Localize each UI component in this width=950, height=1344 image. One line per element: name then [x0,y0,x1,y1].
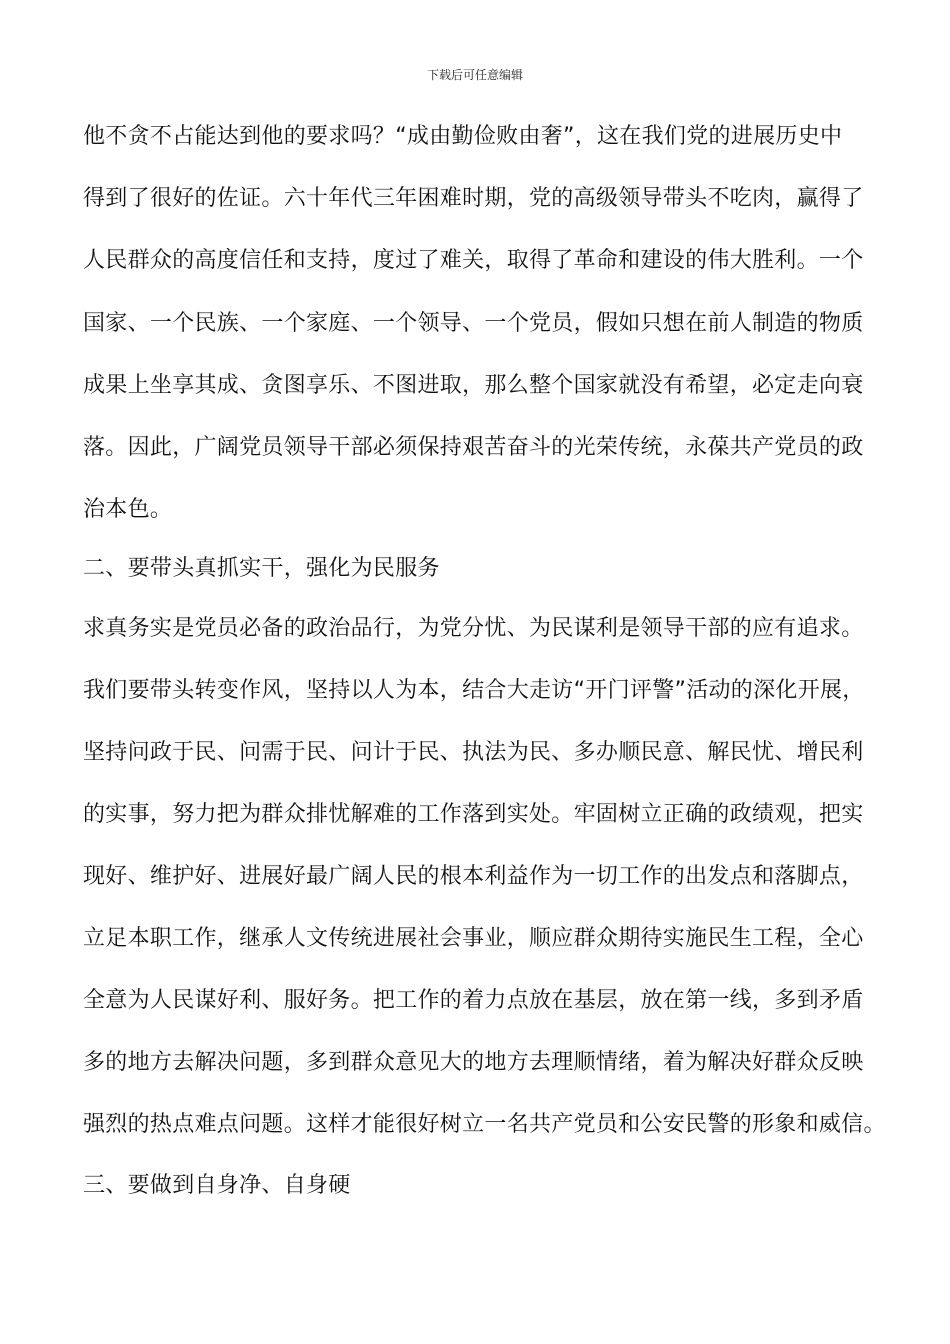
text-line: 人民群众的高度信任和支持，度过了难关，取得了革命和建设的伟大胜利。一个 [83,248,864,273]
text-line: 现好、维护好、进展好最广阔人民的根本利益作为一切工作的出发点和落脚点， [83,864,864,889]
text-line: 我们要带头转变作风，坚持以人为本，结合大走访“开门评警”活动的深化开展， [83,678,865,703]
section-heading: 二、要带头真抓实干，强化为民服务 [83,556,440,581]
page-header: 下载后可任意编辑 [426,68,523,82]
text-line: 得到了很好的佐证。六十年代三年困难时期，党的高级领导带头不吃肉，赢得了 [83,186,864,211]
text-line: 多的地方去解决问题，多到群众意见大的地方去理顺情绪，着为解决好群众反映 [83,1050,864,1075]
text-line: 强烈的热点难点问题。这样才能很好树立一名共产党员和公安民警的形象和威信。 [83,1112,886,1137]
text-line: 治本色。 [83,497,173,522]
text-line: 的实事，努力把为群众排忧解难的工作落到实处。牢固树立正确的政绩观，把实 [83,802,864,827]
text-line: 落。因此，广阔党员领导干部必须保持艰苦奋斗的光荣传统，永葆共产党员的政 [83,435,864,460]
text-line: 成果上坐享其成、贪图享乐、不图进取，那么整个国家就没有希望，必定走向衰 [83,373,864,398]
section-heading: 三、要做到自身净、自身硬 [83,1173,351,1198]
text-line: 全意为人民谋好利、服好务。把工作的着力点放在基层，放在第一线，多到矛盾 [83,988,864,1013]
text-line: 立足本职工作，继承人文传统进展社会事业，顺应群众期待实施民生工程，全心 [83,926,864,951]
text-line: 求真务实是党员必备的政治品行，为党分忧、为民谋利是领导干部的应有追求。 [83,616,864,641]
text-line: 坚持问政于民、问需于民、问计于民、执法为民、多办顺民意、解民忧、增民利 [83,740,864,765]
text-line: 他不贪不占能达到他的要求吗？“成由勤俭败由奢”，这在我们党的进展历史中 [83,124,843,149]
text-line: 国家、一个民族、一个家庭、一个领导、一个党员，假如只想在前人制造的物质 [83,311,864,336]
